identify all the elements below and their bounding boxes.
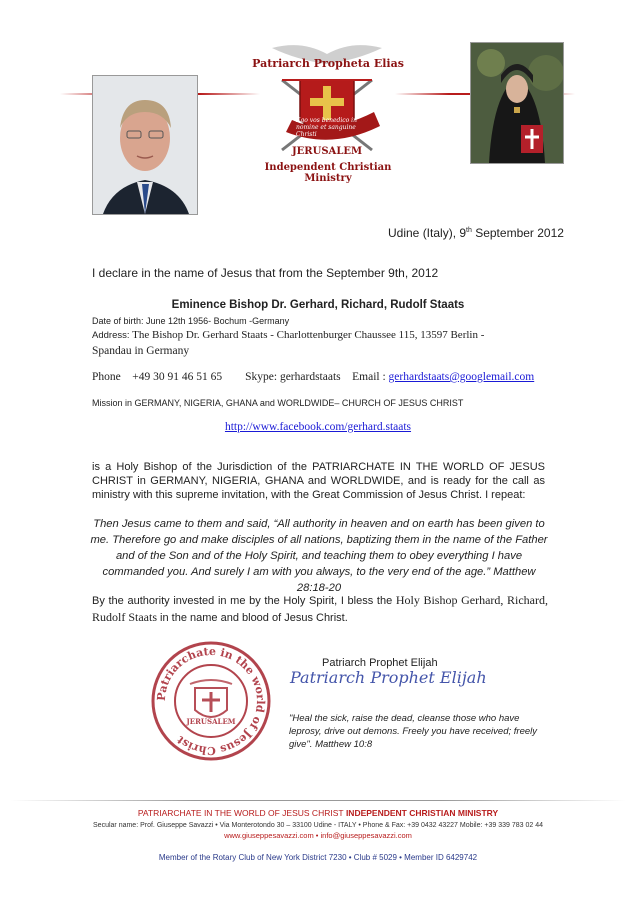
- blessing-paragraph: By the authority invested in me by the Holy Spirit, I bless the Holy Bishop Gerhard, Richard, Rudolf Staats in the name and blood of Jesus Christ.: [92, 593, 548, 624]
- body-paragraph: is a Holy Bishop of the Jurisdiction of the PATRIARCHATE IN THE WORLD OF JESUS CHRIST in GERMANY, NIGERIA, GHANA and WORLDWIDE, and is ready for the call as ministry with this supreme invitation, with the Great Commission of Jesus Christ. I repeat:: [92, 461, 545, 501]
- declaration-text: I declare in the name of Jesus that from the September 9th, 2012: [92, 266, 439, 280]
- logo-title: Patriarch Propheta Elias: [252, 57, 404, 70]
- seal-ring-text: Patriarchate in the world of Jesus Christ: [154, 644, 268, 758]
- facebook-link[interactable]: http://www.facebook.com/gerhard.staats: [224, 421, 412, 433]
- address-line2: Spandau in Germany: [92, 345, 190, 357]
- footer-web[interactable]: www.giuseppesavazzi.com • info@giuseppesavazzi.com: [224, 831, 412, 840]
- address: Address: The Bishop Dr. Gerhard Staats - Charlottenburger Chaussee 115, 13597 Berlin -: [92, 329, 485, 341]
- signer-title: Patriarch Prophet Elijah: [322, 657, 438, 669]
- bishop-name: Eminence Bishop Dr. Gerhard, Richard, Rudolf Staats: [171, 299, 465, 311]
- contact-row: Phone +49 30 91 46 51 65 Skype: gerhardstaats Email : gerhardstaats@googlemail.com: [92, 371, 535, 383]
- logo-motto: Ego vos benedico in nomine et sanguine Christi: [296, 117, 357, 138]
- scripture-quote: Then Jesus came to them and said, “All authority in heaven and on earth has been given to me. Therefore go and make disciples of all nations, baptizing them in the name of the Father and of the Son and of the Holy Spirit, and teaching them to obey everything I have commanded you. And surely I am with you always, to the very end of the age.” Matthew 28:18-20: [90, 518, 548, 594]
- letter-date: Udine (Italy), 9th September 2012: [388, 226, 564, 240]
- seal-center-text: JERUSALEM: [186, 717, 236, 726]
- logo-city: JERUSALEM: [291, 146, 363, 157]
- handwritten-signature: Patriarch Prophet Elijah: [290, 668, 487, 687]
- date-of-birth: Date of birth: June 12th 1956- Bochum -Germany: [92, 316, 290, 326]
- footer-rotary: Member of the Rotary Club of New York District 7230 • Club # 5029 • Member ID 6429742: [158, 853, 478, 862]
- mission-text: Mission in GERMANY, NIGERIA, GHANA and WORLDWIDE– CHURCH OF JESUS CHRIST: [92, 398, 464, 408]
- patriarchate-seal: [150, 640, 272, 762]
- facebook-row: [0, 420, 636, 434]
- footer-rule: [10, 800, 626, 801]
- bishop-photo: [92, 75, 198, 215]
- footer-org: PATRIARCHATE IN THE WORLD OF JESUS CHRIST INDEPENDENT CHRISTIAN MINISTRY: [137, 808, 499, 818]
- phone-number: +49 30 91 46 51 65: [132, 371, 223, 383]
- email-link[interactable]: gerhardstaats@googlemail.com: [388, 371, 535, 383]
- patriarch-photo: [470, 42, 564, 164]
- skype-id: gerhardstaats: [279, 371, 341, 383]
- closing-quote: "Heal the sick, raise the dead, cleanse those who have leprosy, drive out demons. Freely you have received; freely give". Matthew 10:8: [289, 713, 537, 750]
- footer-secular: Secular name: Prof. Giuseppe Savazzi • Via Monterotondo 30 – 33100 Udine - ITALY • Phone & Fax: +39 0432 43227 Mobile: +39 339 783 02 44: [93, 822, 543, 829]
- logo-ministry: Independent Christian Ministry: [264, 162, 392, 184]
